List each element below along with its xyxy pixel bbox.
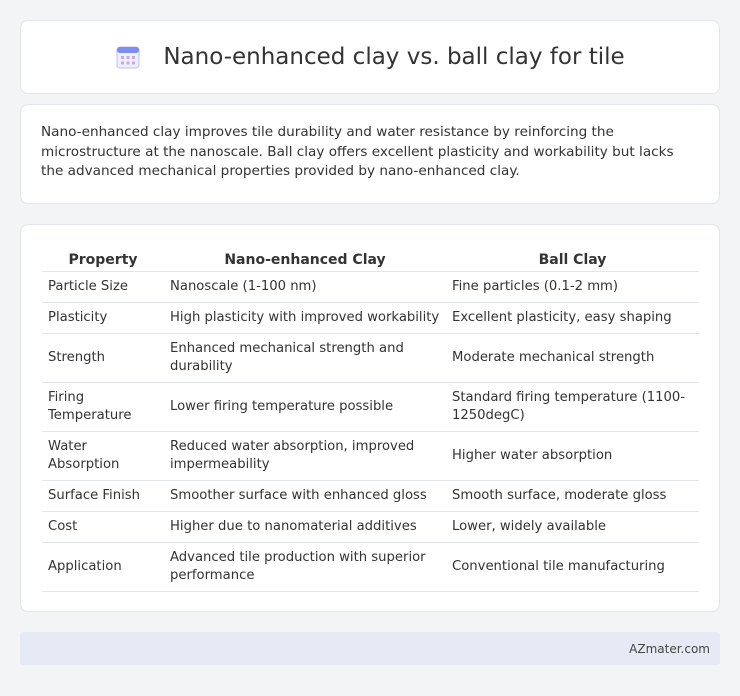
summary-text: Nano-enhanced clay improves tile durability and water resistance by reinforcing the microstructure at the nanoscale. Ball clay offers excellent plasticity and workability but lacks the advanced mechanical properties provided by nano-enhanced clay. xyxy=(41,124,674,179)
property-cell: Firing Temperature xyxy=(42,382,164,431)
property-cell: Particle Size xyxy=(42,271,164,302)
ball-clay-cell: Higher water absorption xyxy=(446,431,699,480)
title-card xyxy=(20,20,720,94)
table-row xyxy=(42,333,699,382)
property-cell: Plasticity xyxy=(42,302,164,333)
ball-clay-cell: Lower, widely available xyxy=(446,511,699,542)
comparison-table xyxy=(42,243,699,592)
table-row xyxy=(42,511,699,542)
nano-clay-cell: Higher due to nanomaterial additives xyxy=(164,511,446,542)
footer-brand: AZmater.com xyxy=(629,641,710,656)
table-row xyxy=(42,480,699,511)
summary-card xyxy=(20,104,720,204)
calendar-icon xyxy=(115,44,141,70)
header-ball-clay: Ball Clay xyxy=(446,243,699,271)
nano-clay-cell: Enhanced mechanical strength and durability xyxy=(164,333,446,382)
ball-clay-cell: Excellent plasticity, easy shaping xyxy=(446,302,699,333)
ball-clay-cell: Moderate mechanical strength xyxy=(446,333,699,382)
table-card xyxy=(20,224,720,612)
property-cell: Strength xyxy=(42,333,164,382)
table-row xyxy=(42,382,699,431)
nano-clay-cell: High plasticity with improved workability xyxy=(164,302,446,333)
ball-clay-cell: Fine particles (0.1-2 mm) xyxy=(446,271,699,302)
property-cell: Cost xyxy=(42,511,164,542)
table-header-row xyxy=(42,243,699,271)
footer xyxy=(20,632,720,665)
table-row xyxy=(42,431,699,480)
nano-clay-cell: Smoother surface with enhanced gloss xyxy=(164,480,446,511)
nano-clay-cell: Nanoscale (1-100 nm) xyxy=(164,271,446,302)
page-title: Nano-enhanced clay vs. ball clay for tile xyxy=(163,44,625,70)
property-cell: Surface Finish xyxy=(42,480,164,511)
property-cell: Application xyxy=(42,542,164,591)
ball-clay-cell: Conventional tile manufacturing xyxy=(446,542,699,591)
ball-clay-cell: Smooth surface, moderate gloss xyxy=(446,480,699,511)
table-row xyxy=(42,271,699,302)
property-cell: Water Absorption xyxy=(42,431,164,480)
table-row xyxy=(42,542,699,591)
header-nano-clay: Nano-enhanced Clay xyxy=(164,243,446,271)
header-property: Property xyxy=(42,243,164,271)
nano-clay-cell: Reduced water absorption, improved impermeability xyxy=(164,431,446,480)
nano-clay-cell: Lower firing temperature possible xyxy=(164,382,446,431)
nano-clay-cell: Advanced tile production with superior performance xyxy=(164,542,446,591)
table-row xyxy=(42,302,699,333)
ball-clay-cell: Standard firing temperature (1100-1250degC) xyxy=(446,382,699,431)
